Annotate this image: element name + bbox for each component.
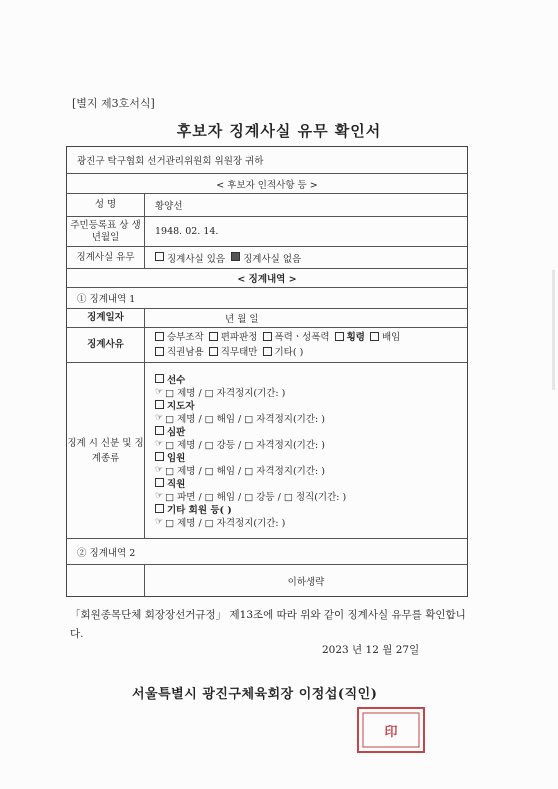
officer-label: 임원 [167,453,186,464]
record1-header-row [67,288,467,309]
officer-checkbox[interactable] [155,452,164,461]
name-value: 황양선 [155,201,183,212]
other-member-checkbox[interactable] [155,504,164,513]
discipline-reason-row: 징계사유 승부조작 편파판정 폭력ㆍ성폭력 횡령 배임 직권남용 직무태만 기타( ) [67,328,467,363]
staff-label: 직원 [167,479,186,490]
document-title: 후보자 징계사실 유무 확인서 [176,122,382,140]
player-checkbox[interactable] [155,374,164,383]
regulation-statement: 「회원종목단체 회장장선거규정」 제13조에 따라 위와 같이 징계사실 유무를 확인합니다. [70,609,466,640]
discipline-date-row [67,309,467,328]
birthdate-value: 1948. 02. 14. [155,226,219,237]
status-type-label: 징계 시 신분 및 징계종류 [67,437,144,464]
candidate-section-header [67,174,467,194]
coach-checkbox[interactable] [155,400,164,409]
pointing-hand-icon: ☞ [155,413,164,423]
reason-checkbox[interactable] [263,332,272,341]
has-record-label: 징계사실 있음 [167,253,226,265]
record1-title: ① 징계내역 1 [77,294,136,305]
pointing-hand-icon: ☞ [155,465,164,475]
other-member-label: 기타 회원 등( ) [167,505,232,516]
reason-checkbox[interactable] [370,332,379,341]
reason-checkbox[interactable] [209,332,218,341]
staff-checkbox[interactable] [155,478,164,487]
official-seal-stamp [352,704,430,756]
coach-label: 지도자 [167,401,195,412]
omitted-text: 이하생략 [287,576,325,588]
pointing-hand-icon: ☞ [155,517,164,527]
referee-label: 심판 [167,427,186,438]
recipient-row [67,147,467,174]
discipline-date-value: 년 월 일 [225,314,259,325]
scan-edge-mark [552,270,555,390]
issuer-name: 서울특별시 광진구체육회장 이정섭(직인) [132,687,378,702]
pointing-hand-icon: ☞ [155,491,164,501]
no-record-label: 징계사실 없음 [243,253,302,265]
pointing-hand-icon: ☞ [155,387,164,397]
no-record-checkbox[interactable] [231,252,240,261]
svg-text:印: 印 [384,725,398,740]
reason-checkbox[interactable] [155,347,164,356]
reason-checkbox[interactable] [209,347,218,356]
referee-checkbox[interactable] [155,426,164,435]
has-record-checkbox[interactable] [155,252,164,261]
issue-date: 2023 년 12 월 27일 [322,644,420,656]
discipline-status-row [67,247,467,269]
player-label: 선수 [167,375,186,386]
form-table [66,146,468,597]
birthdate-label: 주민등록표 상 생년월일 [70,219,141,243]
record2-body-row [67,565,467,596]
recipient-text: 광진구 탁구협회 선거관리위원회 위원장 귀하 [77,156,264,167]
form-number-label: [별지 제3호서식] [72,97,155,110]
candidate-section-title: < 후보자 인적사항 등 > [216,179,318,191]
discipline-status-label: 징계사실 유무 [67,247,145,268]
discipline-reason-label: 징계사유 [67,328,145,362]
name-row [67,194,467,217]
record2-header-row [67,539,467,565]
status-type-row: 징계 시 신분 및 징계종류 선수 ☞ □ 제명 / □ 자격정지(기간: ) 지도자 ☞ □ 제명 / □ 해임 / □ 자격정지(기간: ) 심판 ☞ □ 제명 / □ 강등 / □ 자격정지(기간: ) 임원 ☞ □ 제명 / □ 해임 / □ 자격정지(기간: ) 직원 ☞ □ 파면 / □ 해임 / □ 강등 / □ 정직(기간: ) 기타 회원 등( ) ☞ □ 제명 / □ 자격정지(기간: ) [67,363,467,539]
reason-checkbox[interactable] [155,332,164,341]
pointing-hand-icon: ☞ [155,439,164,449]
birthdate-row [67,217,467,247]
discipline-date-label: 징계일자 [67,309,145,327]
name-label: 성 명 [67,194,145,216]
discipline-section-header [67,269,467,288]
record2-title: ② 징계내역 2 [77,547,136,559]
reason-checkbox[interactable] [335,332,344,341]
reason-checkbox[interactable] [263,347,272,356]
discipline-section-title: < 징계내역 > [237,274,297,285]
